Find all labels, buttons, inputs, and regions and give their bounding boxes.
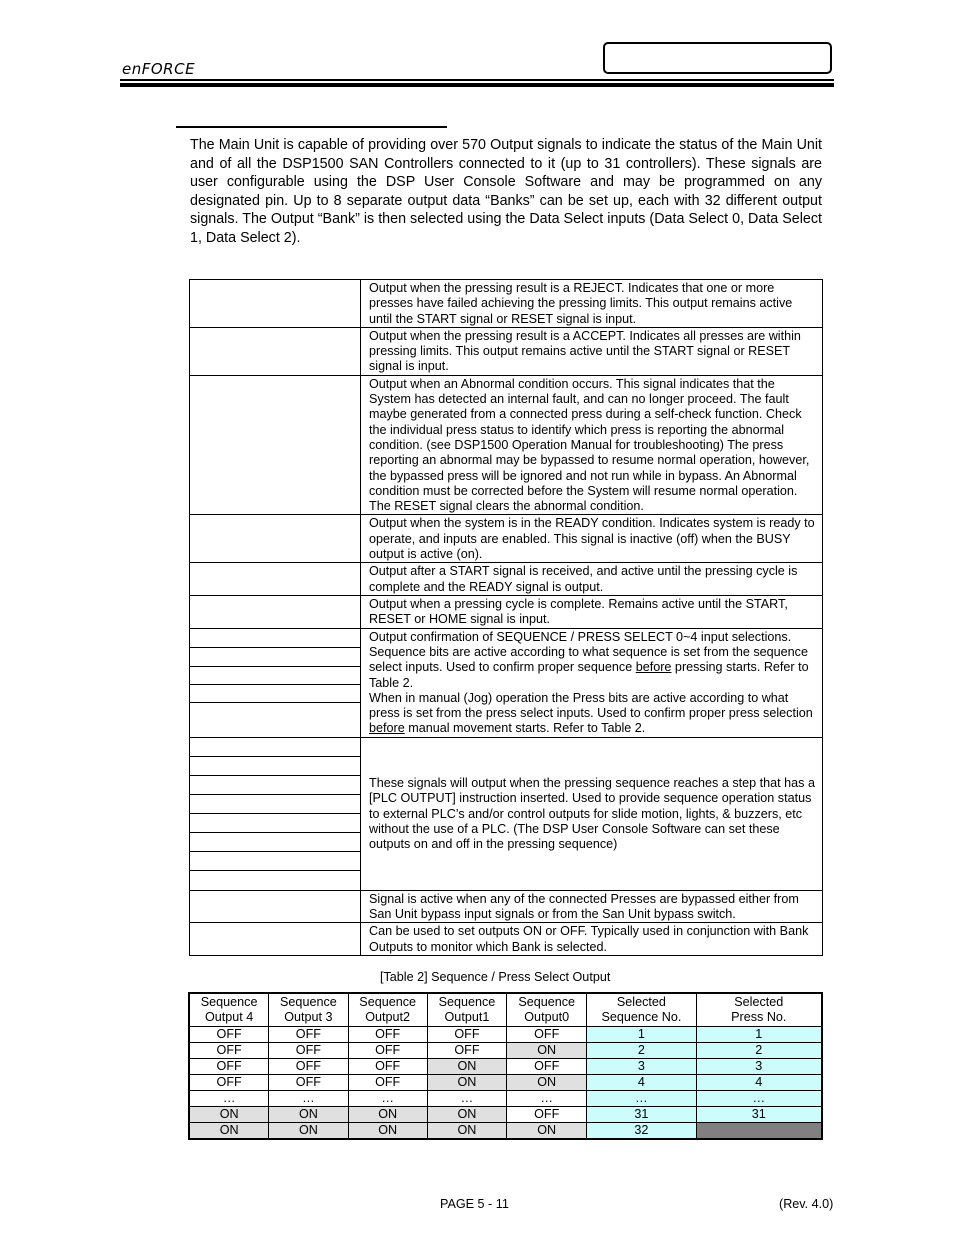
name-subcell (190, 648, 360, 667)
table-cell: … (189, 1091, 269, 1107)
table-cell: 1 (587, 1027, 696, 1043)
table-row (190, 515, 823, 563)
table-cell: ON (427, 1123, 506, 1140)
press-text-1: When in manual (Jog) operation the Press bits are active according to what press is set from the press select inputs. Used to confirm proper press selection (369, 690, 813, 721)
table-row (190, 923, 823, 956)
page-number: PAGE 5 - 11 (440, 1197, 509, 1211)
table-cell: ON (269, 1123, 348, 1140)
header-line: Selected (734, 995, 784, 1009)
signal-name-cell (190, 890, 361, 923)
table-header-row (189, 993, 822, 1027)
table-cell: ON (427, 1075, 506, 1091)
table-cell: OFF (348, 1027, 427, 1043)
table-cell: ON (189, 1123, 269, 1140)
column-header (587, 993, 696, 1027)
name-subcell (190, 833, 360, 852)
column-header (507, 993, 587, 1027)
table-cell: OFF (189, 1075, 269, 1091)
output-signal-table (189, 279, 823, 956)
table-cell: ON (189, 1107, 269, 1123)
table-cell: 3 (587, 1059, 696, 1075)
table-row (189, 1075, 822, 1091)
signal-name-cell (190, 327, 361, 375)
header-line: Output 4 (204, 1010, 254, 1024)
header-line: Output 3 (284, 1010, 333, 1024)
table-cell: … (696, 1091, 822, 1107)
table-row (190, 375, 823, 515)
table-row (190, 280, 823, 328)
table2-caption: [Table 2] Sequence / Press Select Output (380, 970, 611, 984)
accept-description: Output when the pressing result is a ACCEPT. Indicates all presses are within pressing limits. This output remains active until the START signal or RESET signal is input. (361, 327, 823, 375)
table-cell: OFF (269, 1059, 348, 1075)
header-line: Press No. (731, 1010, 787, 1024)
table-cell: 1 (696, 1027, 822, 1043)
table-cell: OFF (189, 1043, 269, 1059)
table-cell: OFF (269, 1027, 348, 1043)
ready-description: Output when the system is in the READY condition. Indicates system is ready to operate, and inputs are enabled. This signal is inactive (off) when the BUSY output is active (on). (361, 515, 823, 563)
table-cell: … (587, 1091, 696, 1107)
signal-name-cell (190, 515, 361, 563)
table-cell: OFF (507, 1027, 587, 1043)
table-row (190, 596, 823, 629)
table-cell: … (427, 1091, 506, 1107)
table-row (190, 737, 823, 890)
table-row (189, 1043, 822, 1059)
table-cell: 4 (587, 1075, 696, 1091)
table-cell: 32 (587, 1123, 696, 1140)
table-cell (696, 1123, 822, 1140)
name-subcell (190, 629, 360, 648)
name-subcell (190, 667, 360, 685)
name-subcell (190, 871, 360, 890)
header-line: Sequence (518, 995, 576, 1009)
header-line: Sequence (280, 995, 337, 1009)
table-cell: ON (269, 1107, 348, 1123)
table-row (189, 1123, 822, 1140)
table-cell: … (348, 1091, 427, 1107)
table-row (190, 327, 823, 375)
table-cell: 2 (587, 1043, 696, 1059)
column-header (348, 993, 427, 1027)
table-cell: … (269, 1091, 348, 1107)
bank-description: Can be used to set outputs ON or OFF. Typically used in conjunction with Bank Outputs to monitor which Bank is selected. (361, 923, 823, 956)
header-rule-thick (120, 83, 834, 87)
sequence-bits-name-cell (190, 628, 361, 737)
name-subcell (190, 852, 360, 871)
header-line: Selected (616, 995, 666, 1009)
table-cell: … (507, 1091, 587, 1107)
header-line: Output0 (524, 1010, 570, 1024)
table-cell: OFF (427, 1027, 506, 1043)
table-cell: ON (507, 1075, 587, 1091)
table-cell: ON (427, 1059, 506, 1075)
name-subcell (190, 738, 360, 757)
signal-name-cell (190, 375, 361, 515)
reject-description: Output when the pressing result is a REJECT. Indicates that one or more presses have failed achieving the pressing limits. This output remains active until the START signal or RESET signal is input. (361, 280, 823, 328)
name-subcell (190, 776, 360, 795)
header-line: Sequence (200, 995, 258, 1009)
table-row (190, 563, 823, 596)
name-subcell (190, 814, 360, 833)
sequence-text-2: pressing starts. Refer to Table 2. (369, 660, 809, 690)
table-row (190, 628, 823, 737)
header-line: Sequence No. (601, 1010, 682, 1024)
table-cell: OFF (348, 1059, 427, 1075)
column-header (189, 993, 269, 1027)
busy-description: Output after a START signal is received, and active until the pressing cycle is complete and the READY signal is output. (361, 563, 823, 596)
revision-label: (Rev. 4.0) (779, 1197, 834, 1211)
header-rule-thin (120, 79, 834, 81)
table-cell: OFF (269, 1075, 348, 1091)
signal-name-cell (190, 596, 361, 629)
plc-output-description: These signals will output when the pressing sequence reaches a step that has a [PLC OUTPUT] instruction inserted. Used to provide sequence operation status to external PLC’s and/or control outputs for slide motion, lights, & buzzers, etc without the use of a PLC. (The DSP User Console Software can set these outputs on and off in the pressing sequence) (361, 737, 823, 890)
signal-name-cell (190, 563, 361, 596)
name-subcell (190, 795, 360, 814)
bypass-description: Signal is active when any of the connected Presses are bypassed either from San Unit bypass input signals or from the San Unit bypass switch. (361, 890, 823, 923)
table-cell: OFF (269, 1043, 348, 1059)
press-emphasis-1: before (369, 721, 405, 736)
table-cell: ON (507, 1123, 587, 1140)
complete-description: Output when a pressing cycle is complete. Remains active until the START, RESET or HOME signal is input. (361, 596, 823, 629)
signal-name-cell (190, 280, 361, 328)
table-row (189, 1091, 822, 1107)
column-header (696, 993, 822, 1027)
table-row (189, 1059, 822, 1075)
table-cell: ON (427, 1107, 506, 1123)
name-subcell (190, 703, 360, 735)
name-subcell (190, 685, 360, 703)
table-cell: OFF (348, 1075, 427, 1091)
table-body (189, 1027, 822, 1140)
sequence-text-1: Output confirmation of SEQUENCE / PRESS SELECT 0~4 input selections. Sequence bits are active according to what sequence is set from the sequence select inputs. Used to confirm proper sequence (369, 629, 808, 675)
header-line: Output1 (444, 1010, 490, 1024)
enforce-logo: enFORCE (122, 60, 196, 78)
column-header (269, 993, 348, 1027)
table-cell: 3 (696, 1059, 822, 1075)
signal-name-cell (190, 923, 361, 956)
header-line: Output2 (365, 1010, 411, 1024)
table-cell: ON (507, 1043, 587, 1059)
table-cell: OFF (348, 1043, 427, 1059)
table-row (190, 890, 823, 923)
sequence-emphasis-1: before (635, 660, 672, 675)
table-cell: OFF (189, 1059, 269, 1075)
sequence-description (361, 628, 823, 737)
table-cell: 31 (696, 1107, 822, 1123)
table-cell: 31 (587, 1107, 696, 1123)
table-row (189, 1027, 822, 1043)
table-cell: 4 (696, 1075, 822, 1091)
sequence-press-select-table (188, 992, 823, 1140)
name-subcell (190, 757, 360, 776)
intro-paragraph: The Main Unit is capable of providing over 570 Output signals to indicate the status of the Main Unit and of all the DSP1500 SAN Controllers connected to it (up to 31 controllers). These signals are user configurable using the DSP User Console Software and may be programmed on any designated pin. Up to 8 separate output data “Banks” can be set up, each with 32 different output signals. The Output “Bank” is then selected using the Data Select inputs (Data Select 0, Data Select 1, Data Select 2). (190, 137, 822, 246)
table-cell: OFF (189, 1027, 269, 1043)
press-text-2: manual movement starts. Refer to Table 2. (404, 721, 646, 736)
column-header (427, 993, 506, 1027)
section-heading-rule (176, 126, 447, 128)
table-cell: OFF (507, 1059, 587, 1075)
table-cell: 2 (696, 1043, 822, 1059)
abnormal-description: Output when an Abnormal condition occurs. This signal indicates that the System has detected an internal fault, and can no longer proceed. The fault maybe generated from a connected press during a self-check function. Check the individual press status to identify which press is reporting the abnormal condition. (see DSP1500 Operation Manual for troubleshooting) The press reporting an abnormal may be bypassed to resume normal operation, however, the bypassed press will be ignored and not run while in bypass. An Abnormal condition must be corrected before the System will resume normal operation. The RESET signal clears the abnormal condition. (361, 375, 823, 515)
header-line: Sequence (438, 995, 496, 1009)
table-cell: OFF (507, 1107, 587, 1123)
plc-output-name-cell (190, 737, 361, 890)
header-line: Sequence (359, 995, 417, 1009)
table-cell: OFF (427, 1043, 506, 1059)
header-title-box (603, 42, 832, 74)
table-cell: ON (348, 1123, 427, 1140)
table-cell: ON (348, 1107, 427, 1123)
table-row (189, 1107, 822, 1123)
